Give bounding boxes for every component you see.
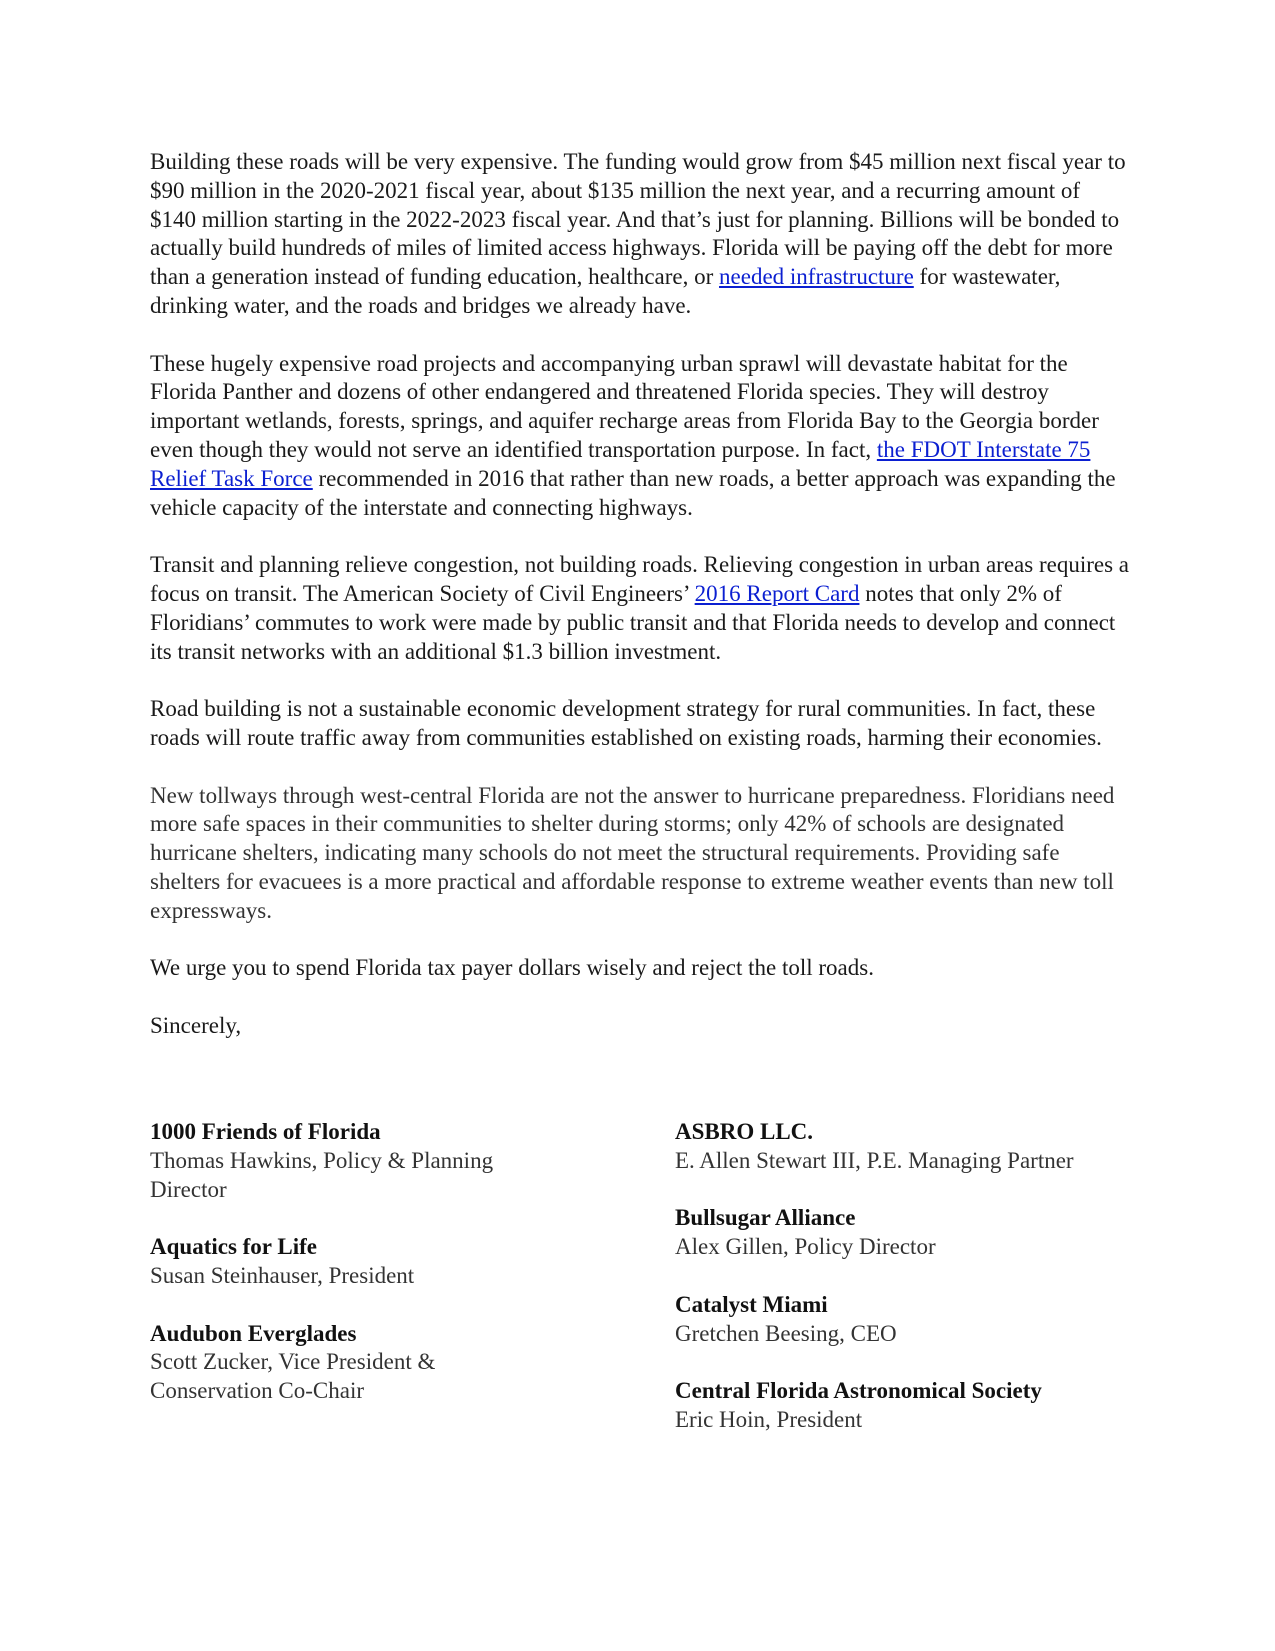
signatories-right-column [675, 1118, 1155, 1464]
signatory-person: Thomas Hawkins, Policy & Planning Director [150, 1147, 494, 1202]
signatory [675, 1118, 1155, 1176]
paragraph-hurricane: New tollways through west-central Florida are not the answer to hurricane preparedness. Floridians need more safe spaces in their communities to shelter during storms; only 42% of schools are designated hurricane shelters, indicating many schools do not meet the structural requirements. Providing safe shelters for evacuees is a more practical and affordable response to extreme weather events than new toll expressways. [150, 782, 1115, 923]
paragraph-rural: Road building is not a sustainable economic development strategy for rural communities. In fact, these roads will route traffic away from communities established on existing roads, harming their economies. [150, 696, 1102, 750]
report-card-link[interactable]: 2016 Report Card [694, 580, 860, 606]
paragraph-text: Building these roads will be very expensive. The funding would grow from $45 million next fiscal year to $90 million in the 2020-2021 fiscal year, about $135 million the next year, and a recurring amount of $140 million starting in the 2022-2023 fiscal year. And that’s just for planning. Billions will be bonded to actually build hundreds of miles of limited access highways. Florida will be paying off the debt for more than a generation instead of funding education, healthcare, or [150, 149, 1126, 290]
signatory-org: Bullsugar Alliance [675, 1205, 856, 1231]
signatory-person: Alex Gillen, Policy Director [675, 1234, 936, 1260]
signatory [150, 1118, 550, 1204]
signatory [150, 1233, 550, 1291]
signatory-org: Audubon Everglades [150, 1320, 357, 1346]
paragraph-text: Transit and planning relieve congestion, not building roads. Relieving congestion in urban areas requires a focus on transit. The American Society of Civil Engineers’ [150, 552, 1129, 606]
paragraph-transit [150, 551, 1130, 666]
needed-infrastructure-link[interactable]: needed infrastructure [719, 264, 914, 290]
signatory-person: E. Allen Stewart III, P.E. Managing Partner [675, 1147, 1074, 1173]
paragraph-text: for wastewater, drinking water, and the roads and bridges we already have. [150, 264, 1061, 318]
paragraph-text: These hugely expensive road projects and accompanying urban sprawl will devastate habitat for the Florida Panther and dozens of other endangered and threatened Florida species. They will destroy important wetlands, forests, springs, and aquifer recharge areas from Florida Bay to the Georgia border even though they would not serve an identified transportation purpose. In fact, [150, 350, 1099, 462]
signatory-org: Aquatics for Life [150, 1234, 317, 1260]
signatory-org: ASBRO LLC. [675, 1119, 814, 1144]
paragraph-funding [150, 148, 1130, 321]
signatory-person: Scott Zucker, Vice President & Conservation Co-Chair [150, 1349, 436, 1404]
fdot-task-force-link[interactable]: the FDOT Interstate 75 Relief Task Force [150, 436, 1091, 491]
paragraph-text: notes that only 2% of Floridians’ commutes to work were made by public transit and that Florida needs to develop and connect its transit networks with an additional $1.3 billion investment. [150, 580, 1116, 664]
signatory [675, 1204, 1155, 1262]
signatory-person: Susan Steinhauser, President [150, 1262, 415, 1288]
signatory-org: 1000 Friends of Florida [150, 1119, 381, 1144]
paragraph-urge: We urge you to spend Florida tax payer dollars wisely and reject the toll roads. [150, 955, 874, 981]
signatories-left-column [150, 1118, 550, 1435]
signatory [150, 1320, 550, 1406]
signatory-org: Catalyst Miami [675, 1291, 828, 1317]
paragraph-habitat [150, 350, 1130, 523]
signatory-person: Eric Hoin, President [675, 1406, 863, 1432]
signatory [675, 1377, 1155, 1435]
paragraph-text: recommended in 2016 that rather than new roads, a better approach was expanding the vehicle capacity of the interstate and connecting highways. [150, 465, 1116, 520]
letter-body [150, 148, 1130, 1070]
signatory-org: Central Florida Astronomical Society [675, 1378, 1042, 1404]
closing-salutation: Sincerely, [150, 1012, 242, 1038]
signatory [675, 1291, 1155, 1349]
signatory-person: Gretchen Beesing, CEO [675, 1320, 897, 1346]
